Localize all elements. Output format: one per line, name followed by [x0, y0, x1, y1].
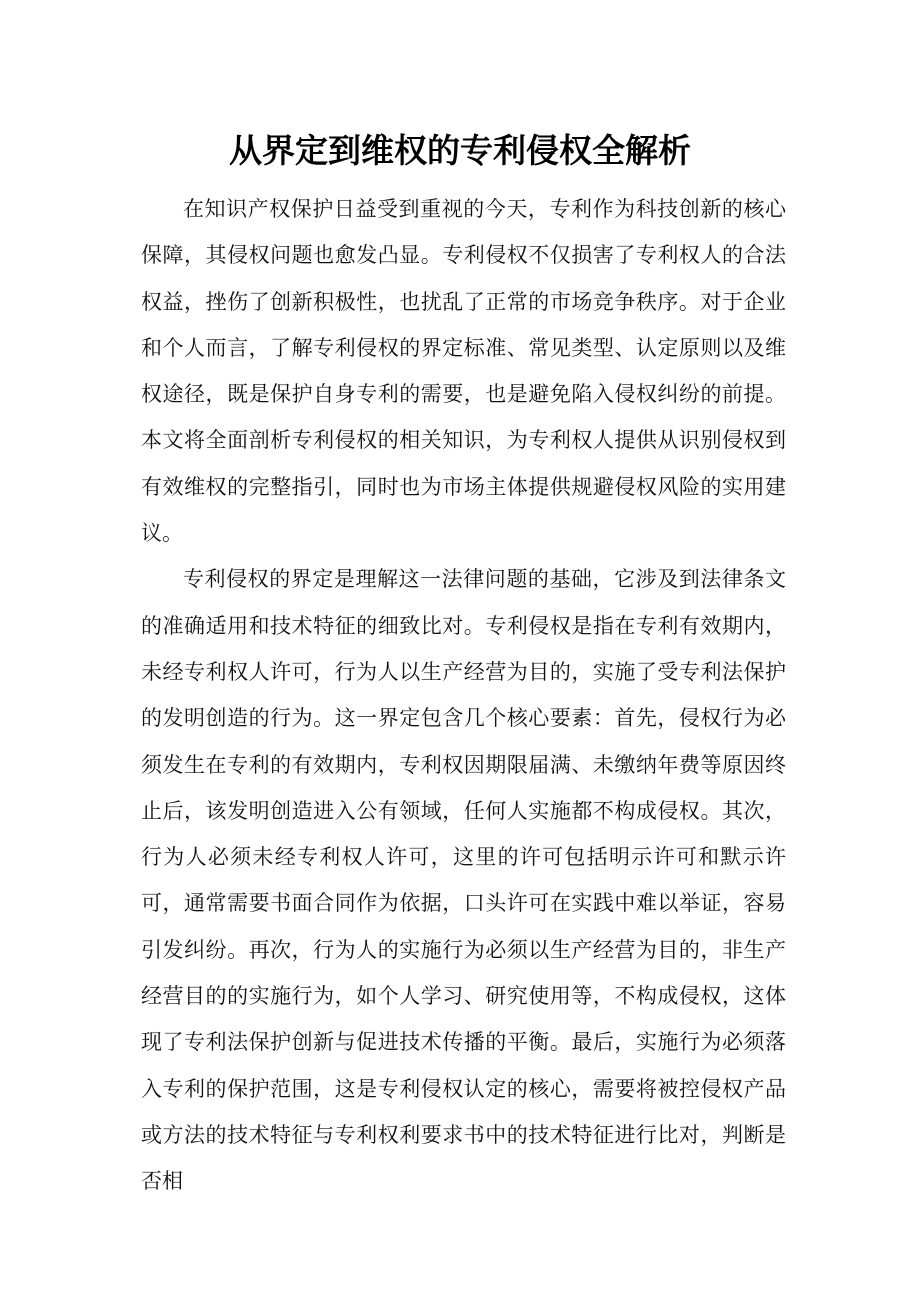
- document-title: 从界定到维权的专利侵权全解析: [229, 131, 691, 170]
- document-body: [141, 186, 786, 1205]
- paragraph-definition: 专利侵权的界定是理解这一法律问题的基础，它涉及到法律条文的准确适用和技术特征的细致比对。专利侵权是指在专利有效期内，未经专利权人许可，行为人以生产经营为目的，实施了受专利法保护的发明创造的行为。这一界定包含几个核心要素：首先，侵权行为必须发生在专利的有效期内，专利权因期限届满、未缴纳年费等原因终止后，该发明创造进入公有领域，任何人实施都不构成侵权。其次，行为人必须未经专利权人许可，这里的许可包括明示许可和默示许可，通常需要书面合同作为依据，口头许可在实践中难以举证，容易引发纠纷。再次，行为人的实施行为必须以生产经营为目的，非生产经营目的的实施行为，如个人学习、研究使用等，不构成侵权，这体现了专利法保护创新与促进技术传播的平衡。最后，实施行为必须落入专利的保护范围，这是专利侵权认定的核心，需要将被控侵权产品或方法的技术特征与专利权利要求书中的技术特征进行比对，判断是否相: [141, 567, 786, 1194]
- paragraph-intro: 在知识产权保护日益受到重视的今天，专利作为科技创新的核心保障，其侵权问题也愈发凸显。专利侵权不仅损害了专利权人的合法权益，挫伤了创新积极性，也扰乱了正常的市场竞争秩序。对于企业和个人而言，了解专利侵权的界定标准、常见类型、认定原则以及维权途径，既是保护自身专利的需要，也是避免陷入侵权纠纷的前提。本文将全面剖析专利侵权的相关知识，为专利权人提供从识别侵权到有效维权的完整指引，同时也为市场主体提供规避侵权风险的实用建议。: [141, 197, 786, 546]
